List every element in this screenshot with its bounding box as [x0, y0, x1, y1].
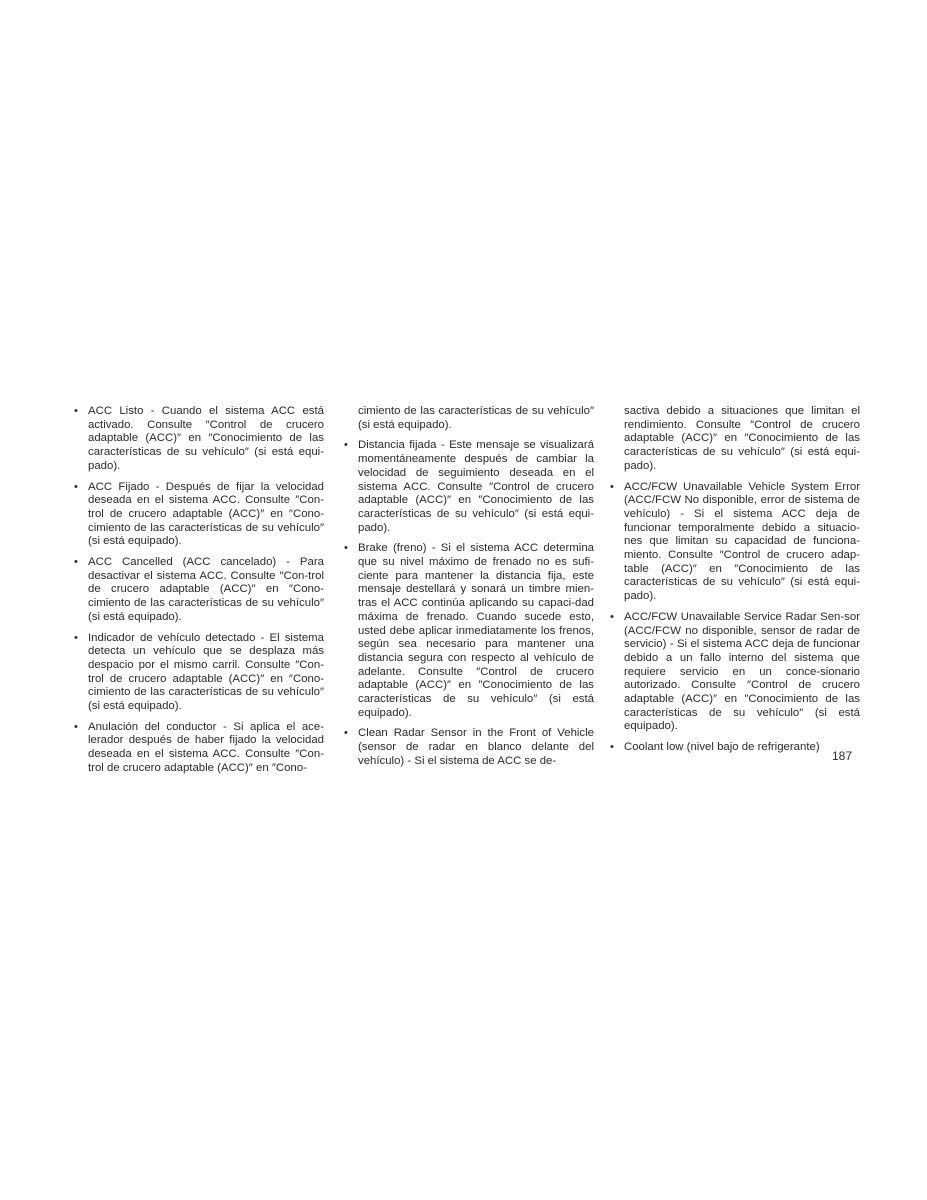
text-column-1 [72, 405, 324, 783]
list-item-continuation: cimiento de las características de su vehículo″ (si está equipado). [358, 405, 594, 431]
list-item-continuation: sactiva debido a situaciones que limitan el rendimiento. Consulte ″Control de crucero adaptable (ACC)″ en ″Conocimiento de las características de su vehículo″ (si está equi-pado). [624, 405, 860, 472]
list-item: • ACC Cancelled (ACC cancelado) - Para desactivar el sistema ACC. Consulte ″Con-trol de crucero adaptable (ACC)″ en ″Cono-cimiento de las características de su vehículo″ (si está equipado). [72, 556, 324, 625]
list-item: • Clean Radar Sensor in the Front of Vehicle (sensor de radar en blanco delante del vehículo) - Si el sistema de ACC se de- [342, 727, 594, 768]
list-item: • Distancia fijada - Este mensaje se visualizará momentáneamente después de cambiar la velocidad de seguimiento deseada en el sistema ACC. Consulte ″Control de crucero adaptable (ACC)″ en ″Conocimiento de las características de su vehículo″ (si está equi-pado). [342, 439, 594, 535]
list-item: • Coolant low (nivel bajo de refrigerante) [608, 741, 860, 755]
list-item: • ACC Fijado - Después de fijar la velocidad deseada en el sistema ACC. Consulte ″Con-trol de crucero adaptable (ACC)″ en ″Cono-cimiento de las características de su vehículo″ (si está equipado). [72, 481, 324, 550]
list-item: • Brake (freno) - Si el sistema ACC determina que su nivel máximo de frenado no es sufi-ciente para mantener la distancia fija, este mensaje destellará y sonará un timbre mien-tras el ACC continúa aplicando su capaci-dad máxima de frenado. Cuando sucede esto, usted debe aplicar inmediatamente los frenos, según sea necesario para mantener una distancia segura con respecto al vehículo de adelante. Consulte ″Control de crucero adaptable (ACC)″ en ″Conocimiento de las características de su vehículo″ (si está equipado). [342, 542, 594, 720]
list-item: • ACC/FCW Unavailable Service Radar Sen-sor (ACC/FCW no disponible, sensor de radar de servicio) - Si el sistema ACC deja de funcionar debido a un fallo interno del sistema que requiere servicio en un conce-sionario autorizado. Consulte ″Control de crucero adaptable (ACC)″ en ″Conocimiento de las características de su vehículo″ (si está equipado). [608, 611, 860, 734]
list-item: • ACC/FCW Unavailable Vehicle System Error (ACC/FCW No disponible, error de sistema de vehículo) - Si el sistema ACC deja de funcionar temporalmente debido a situacio-nes que limitan su capacidad de funciona-miento. Consulte ″Control de crucero adap-table (ACC)″ en ″Conocimiento de las características de su vehículo″ (si está equi-pado). [608, 481, 860, 604]
list-item: • Anulación del conductor - Si aplica el ace-lerador después de haber fijado la velocidad deseada en el sistema ACC. Consulte ″Con-trol de crucero adaptable (ACC)″ en ″Cono- [72, 721, 324, 776]
page-number: 187 [831, 749, 852, 763]
text-column-2 [342, 405, 594, 776]
text-column-3 [608, 405, 860, 762]
list-item: • Indicador de vehículo detectado - El sistema detecta un vehículo que se desplaza más despacio por el mismo carril. Consulte ″Con-trol de crucero adaptable (ACC)″ en ″Cono-cimiento de las características de su vehículo″ (si está equipado). [72, 632, 324, 714]
list-item: • ACC Listo - Cuando el sistema ACC está activado. Consulte ″Control de crucero adaptable (ACC)″ en ″Conocimiento de las características de su vehículo″ (si está equi-pado). [72, 405, 324, 474]
